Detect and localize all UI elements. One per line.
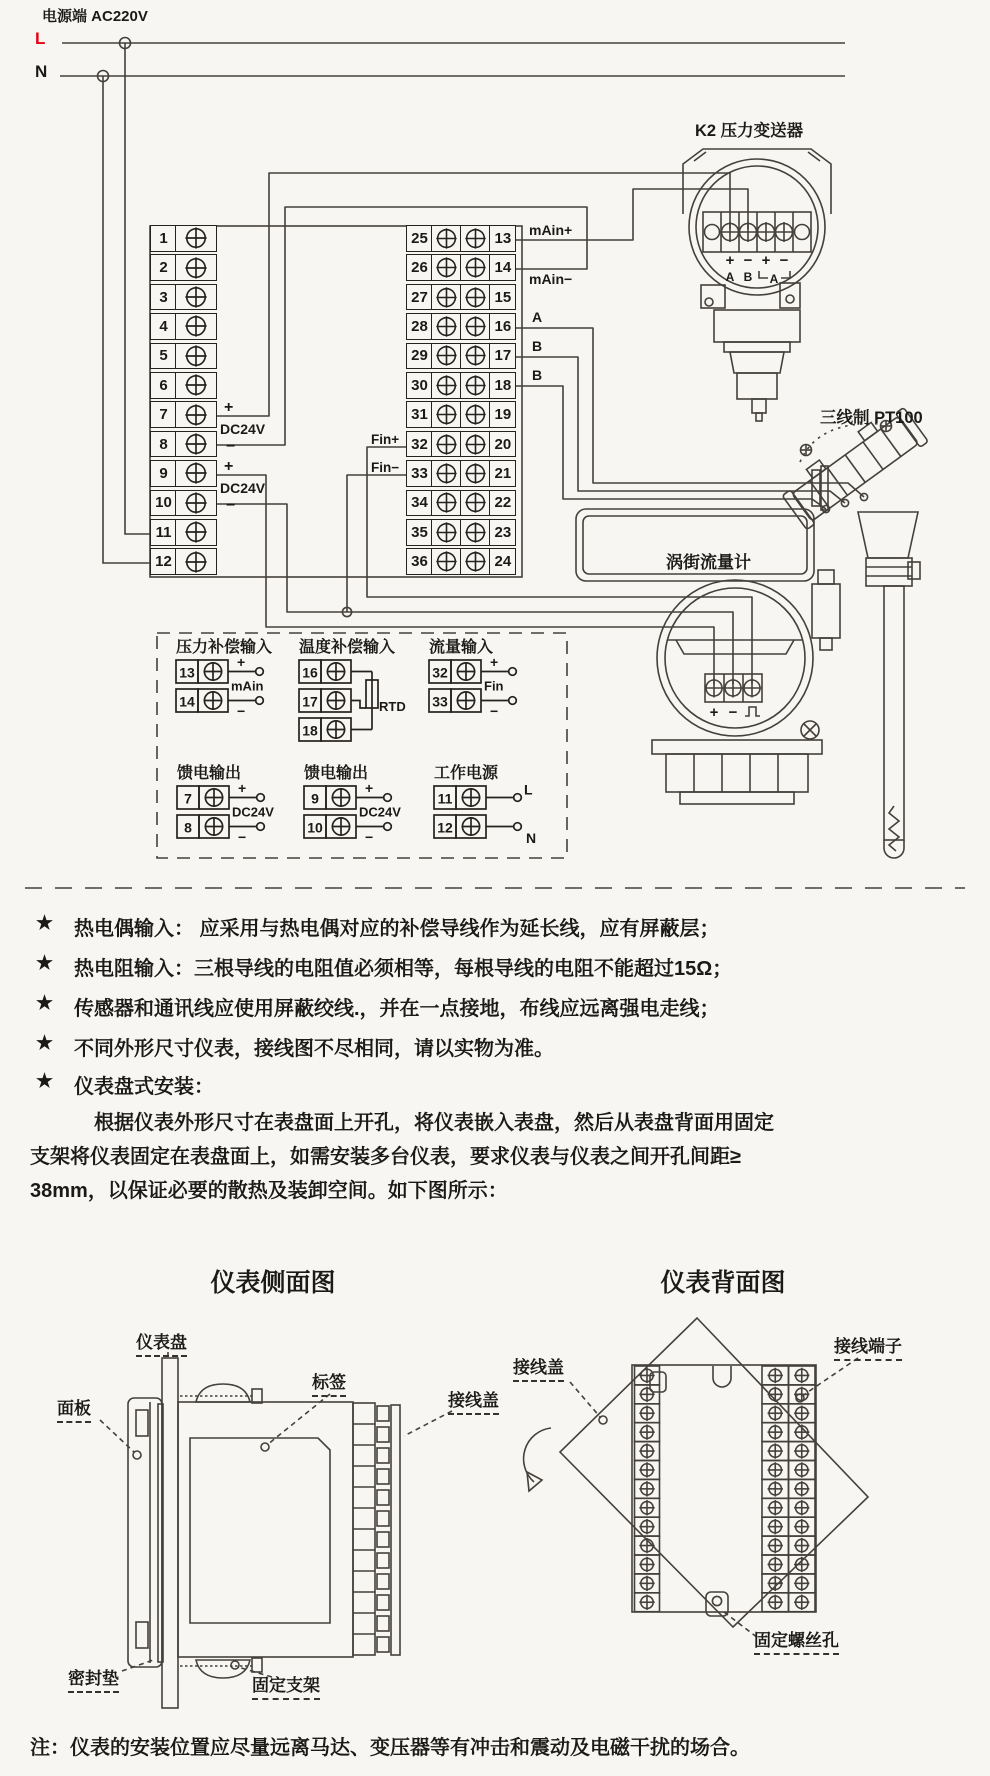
svg-text:−: − — [779, 252, 789, 269]
terminal-row — [150, 401, 217, 428]
side-view-drawing — [100, 1352, 452, 1708]
terminal-row — [406, 401, 516, 428]
terminal-tooth — [377, 1448, 389, 1463]
screw-terminal-icon — [464, 462, 487, 485]
terminal-row — [406, 284, 516, 311]
terminal-row — [406, 254, 516, 281]
main-minus-label: mAin− — [529, 271, 573, 287]
bottom-note: 注：仪表的安装位置应尽量远离马达、变压器等有冲击和震动及电磁干扰的场合。 — [30, 1737, 750, 1759]
terminal-number: 33 — [406, 460, 433, 487]
terminal-number: 6 — [150, 372, 177, 399]
screw-terminal-icon — [184, 432, 208, 456]
terminal-row — [150, 460, 217, 487]
note-4: ★ 不同外形尺寸仪表，接线图不尽相同，请以实物为准。 — [36, 1033, 554, 1060]
back-view-drawing — [524, 1318, 868, 1638]
screw-terminal-icon — [184, 461, 208, 485]
screw-terminal-icon — [464, 256, 487, 279]
rs485-b1-label: B — [532, 338, 543, 354]
terminal-row — [406, 225, 516, 252]
svg-text:L: L — [524, 784, 533, 798]
terminal-tooth — [377, 1637, 389, 1652]
screw-terminal-icon — [435, 256, 458, 279]
feed2-dc24v: DC24V — [220, 480, 266, 496]
screw-terminal-icon — [464, 315, 487, 338]
terminal-row — [150, 313, 217, 340]
signal-wires — [200, 173, 868, 684]
screw-terminal-icon — [464, 550, 487, 573]
terminal-detail-group — [175, 658, 293, 735]
note-1: ★ 热电偶输入： 应采用与热电偶对应的补偿导线作为延长线，应有屏蔽层； — [36, 913, 720, 940]
terminal-tooth — [377, 1490, 389, 1505]
terminal-number: 26 — [406, 254, 433, 281]
group-title-feed1: 馈电输出 — [177, 765, 242, 782]
terminal-number: 8 — [150, 431, 177, 458]
pulse-icon — [745, 707, 760, 716]
line-n-label: N — [35, 62, 48, 81]
panel-board-label: 仪表盘 — [136, 1328, 187, 1357]
screw-terminal-icon — [435, 521, 458, 544]
terminal-row — [150, 548, 217, 575]
svg-text:18: 18 — [302, 722, 318, 739]
feed1-dc24v: DC24V — [220, 421, 266, 437]
terminal-number: 5 — [150, 343, 177, 370]
terminal-detail-group — [176, 784, 294, 861]
terminal-number: 19 — [489, 401, 516, 428]
group-title-temp: 温度补偿输入 — [299, 639, 396, 656]
terminal-number: 11 — [150, 519, 177, 546]
note-3: ★ 传感器和通讯线应使用屏蔽绞线.，并在一点接地，布线应远离强电走线； — [36, 993, 720, 1020]
screw-terminal-icon — [464, 433, 487, 456]
terminal-cover-label-side: 接线盖 — [448, 1386, 499, 1415]
svg-text:A: A — [725, 270, 735, 284]
terminal-number: 16 — [489, 313, 516, 340]
screw-terminal-icon — [184, 314, 208, 338]
terminal-number: 30 — [406, 372, 433, 399]
svg-text:−: − — [743, 252, 753, 269]
svg-text:RTD: RTD — [379, 699, 406, 714]
fin-minus-label: Fin− — [371, 460, 400, 475]
screw-terminal-icon — [184, 226, 208, 250]
terminal-number: 32 — [406, 431, 433, 458]
screw-terminal-icon — [435, 344, 458, 367]
feed1-plus: + — [224, 399, 234, 416]
feed2-plus: + — [224, 458, 234, 475]
terminal-tooth — [377, 1406, 389, 1421]
transmitter-title: K2 压力变送器 — [695, 122, 804, 140]
terminal-number: 35 — [406, 519, 433, 546]
terminal-tooth — [377, 1511, 389, 1526]
screw-terminal-icon — [435, 433, 458, 456]
svg-text:+: + — [237, 658, 246, 670]
screw-terminal-icon — [435, 315, 458, 338]
terminal-detail-group — [298, 658, 416, 763]
screw-terminal-icon — [184, 285, 208, 309]
svg-text:13: 13 — [179, 664, 195, 681]
svg-text:mAin: mAin — [231, 678, 264, 694]
rs485-b2-label: B — [532, 367, 543, 383]
screw-terminal-icon — [184, 256, 208, 280]
svg-text:8: 8 — [184, 819, 192, 836]
terminal-tooth — [377, 1616, 389, 1631]
terminal-row — [406, 343, 516, 370]
terminal-detail-group — [303, 784, 421, 861]
terminal-number: 34 — [406, 490, 433, 517]
screw-terminal-icon — [184, 403, 208, 427]
svg-text:+: + — [725, 252, 735, 269]
svg-text:33: 33 — [432, 693, 448, 710]
screw-terminal-icon — [464, 521, 487, 544]
svg-text:DC24V: DC24V — [232, 804, 274, 820]
terminal-row — [150, 431, 217, 458]
group-title-power: 工作电源 — [434, 765, 499, 782]
svg-text:32: 32 — [432, 664, 448, 681]
screw-terminal-icon — [184, 491, 208, 515]
svg-text:14: 14 — [179, 693, 195, 710]
screw-terminal-icon — [464, 374, 487, 397]
fixing-screw-hole-label: 固定螺丝孔 — [754, 1626, 839, 1655]
terminal-number: 31 — [406, 401, 433, 428]
back-view-title: 仪表背面图 — [660, 1268, 786, 1297]
svg-text:10: 10 — [307, 819, 323, 836]
terminal-number: 10 — [150, 490, 177, 517]
main-plus-label: mAin+ — [529, 222, 573, 238]
terminal-number: 13 — [489, 225, 516, 252]
tag-label: 标签 — [312, 1368, 346, 1397]
svg-text:17: 17 — [302, 693, 318, 710]
screw-terminal-icon — [435, 491, 458, 514]
screw-terminal-icon — [435, 227, 458, 250]
terminal-number: 20 — [489, 431, 516, 458]
terminal-number: 17 — [489, 343, 516, 370]
gasket-label: 密封垫 — [68, 1664, 119, 1693]
screw-terminal-icon — [435, 374, 458, 397]
svg-text:B: B — [743, 270, 753, 284]
terminal-tooth — [377, 1469, 389, 1484]
screw-terminal-icon — [184, 520, 208, 544]
terminal-number: 4 — [150, 313, 177, 340]
fin-plus-label: Fin+ — [371, 432, 400, 447]
terminal-detail-group — [433, 784, 551, 861]
terminal-row — [406, 313, 516, 340]
svg-text:16: 16 — [302, 664, 318, 681]
screw-terminal-icon — [464, 344, 487, 367]
screw-terminal-icon — [435, 462, 458, 485]
terminal-number: 23 — [489, 519, 516, 546]
screw-terminal-icon — [464, 227, 487, 250]
terminal-row — [406, 372, 516, 399]
svg-text:11: 11 — [437, 790, 453, 807]
terminal-row — [150, 225, 217, 252]
terminal-number: 9 — [150, 460, 177, 487]
svg-text:A: A — [769, 272, 779, 286]
group-title-pressure: 压力补偿输入 — [176, 639, 273, 656]
svg-text:−: − — [728, 704, 738, 721]
terminal-strip-label: 接线端子 — [834, 1332, 902, 1361]
fixing-bracket-label: 固定支架 — [252, 1671, 320, 1700]
front-panel-label: 面板 — [57, 1394, 91, 1423]
screw-terminal-icon — [435, 403, 458, 426]
terminal-tooth — [377, 1595, 389, 1610]
terminal-number: 15 — [489, 284, 516, 311]
terminal-row — [150, 284, 217, 311]
svg-text:9: 9 — [311, 790, 319, 807]
power-title: 电源端 AC220V — [42, 8, 148, 25]
install-para-line2: 支架将仪表固定在表盘面上，如需安装多台仪表，要求仪表与仪表之间开孔间距≥ — [30, 1146, 741, 1168]
terminal-number: 2 — [150, 254, 177, 281]
terminal-number: 28 — [406, 313, 433, 340]
svg-text:+: + — [365, 784, 374, 796]
terminal-row — [406, 519, 516, 546]
screw-terminal-icon — [464, 403, 487, 426]
svg-text:−: − — [237, 703, 246, 719]
note-5: ★ 仪表盘式安装： — [36, 1071, 214, 1098]
terminal-number: 22 — [489, 490, 516, 517]
svg-text:12: 12 — [437, 819, 453, 836]
svg-text:Fin: Fin — [484, 678, 504, 694]
terminal-row — [150, 343, 217, 370]
terminal-row — [150, 254, 217, 281]
svg-text:−: − — [490, 703, 499, 719]
terminal-number: 36 — [406, 548, 433, 575]
terminal-number: 27 — [406, 284, 433, 311]
terminal-row — [406, 460, 516, 487]
line-l-label: L — [35, 29, 46, 48]
svg-text:+: + — [761, 252, 771, 269]
install-para-line3: 38mm，以保证必要的散热及装卸空间。如下图所示： — [30, 1180, 508, 1202]
terminal-row — [406, 548, 516, 575]
pt100-title: 三线制 PT100 — [820, 409, 923, 427]
svg-text:7: 7 — [184, 790, 192, 807]
svg-text:−: − — [365, 829, 374, 845]
pt100-drawing — [778, 402, 928, 858]
terminal-tooth — [377, 1574, 389, 1589]
screw-terminal-icon — [184, 344, 208, 368]
install-para-line1: 根据仪表外形尺寸在表盘面上开孔，将仪表嵌入表盘，然后从表盘背面用固定 — [94, 1112, 774, 1134]
group-title-flow: 流量输入 — [429, 639, 494, 656]
side-view-title: 仪表侧面图 — [210, 1268, 336, 1297]
svg-text:N: N — [526, 830, 537, 846]
flowmeter-title: 涡街流量计 — [666, 553, 751, 572]
terminal-tooth — [377, 1553, 389, 1568]
svg-text:DC24V: DC24V — [359, 804, 401, 820]
terminal-row — [406, 490, 516, 517]
screw-terminal-icon — [464, 491, 487, 514]
svg-text:+: + — [490, 658, 499, 670]
terminal-number: 1 — [150, 225, 177, 252]
terminal-number: 18 — [489, 372, 516, 399]
terminal-number: 25 — [406, 225, 433, 252]
terminal-row — [406, 431, 516, 458]
screw-terminal-icon — [184, 550, 208, 574]
screw-terminal-icon — [464, 286, 487, 309]
terminal-number: 24 — [489, 548, 516, 575]
terminal-number: 21 — [489, 460, 516, 487]
terminal-detail-group — [428, 658, 546, 735]
terminal-row — [150, 372, 217, 399]
terminal-row — [150, 519, 217, 546]
note-2: ★ 热电阻输入：三根导线的电阻值必须相等，每根导线的电阻不能超过15Ω； — [36, 953, 733, 980]
terminal-row — [150, 490, 217, 517]
terminal-number: 29 — [406, 343, 433, 370]
rs485-a-label: A — [532, 309, 543, 325]
screw-terminal-icon — [435, 286, 458, 309]
component-terminal-labels — [710, 252, 789, 721]
terminal-number: 3 — [150, 284, 177, 311]
feed2-minus: − — [226, 497, 236, 514]
svg-text:+: + — [709, 704, 719, 721]
screw-terminal-icon — [435, 550, 458, 573]
terminal-number: 12 — [150, 548, 177, 575]
terminal-number: 7 — [150, 401, 177, 428]
terminal-tooth — [377, 1427, 389, 1442]
feed1-minus: − — [226, 438, 236, 455]
terminal-cover-label-back: 接线盖 — [513, 1353, 564, 1382]
screw-terminal-icon — [184, 373, 208, 397]
terminal-tooth — [377, 1532, 389, 1547]
terminal-number: 14 — [489, 254, 516, 281]
group-title-feed2: 馈电输出 — [304, 765, 369, 782]
svg-text:−: − — [238, 829, 247, 845]
svg-text:+: + — [238, 784, 247, 796]
